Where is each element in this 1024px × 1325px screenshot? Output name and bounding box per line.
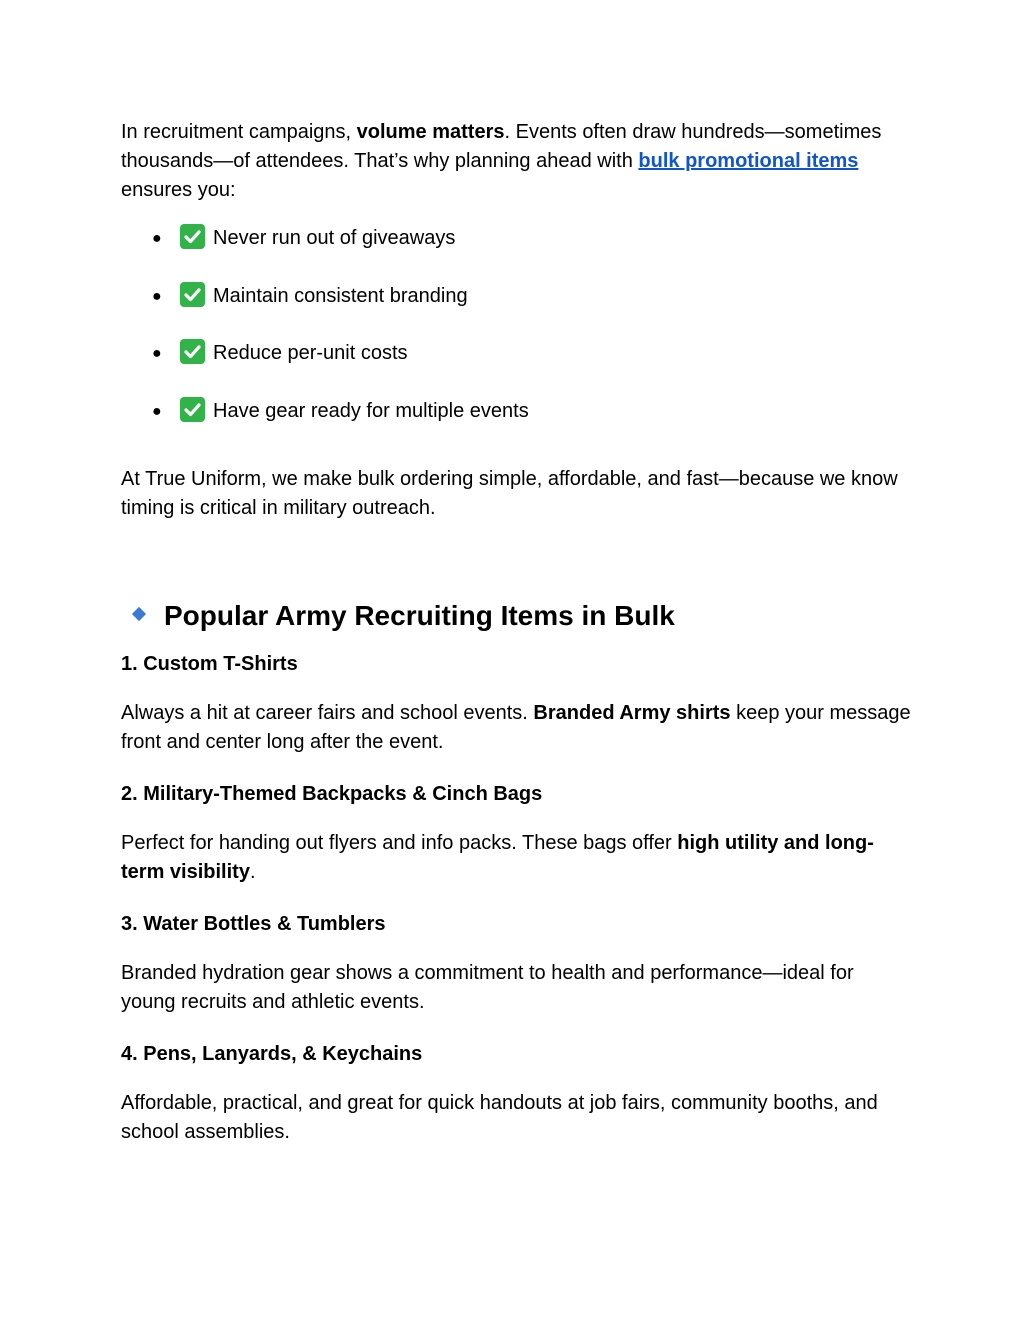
diamond-icon [132, 606, 146, 620]
item-heading-backpacks: 2. Military-Themed Backpacks & Cinch Bags [121, 782, 543, 805]
section-heading [121, 596, 911, 636]
item-heading-water-bottles: 3. Water Bottles & Tumblers [121, 912, 386, 935]
check-mark-icon [180, 224, 205, 249]
bullet-icon: ● [152, 402, 162, 420]
description-text: Branded hydration gear shows a commitment to health and performance—ideal for young recruits and athletic events. [121, 961, 854, 1013]
item-description-pens [121, 1089, 911, 1147]
check-mark-icon [180, 397, 205, 422]
item-heading-pens: 4. Pens, Lanyards, & Keychains [121, 1042, 423, 1065]
section-title: Popular Army Recruiting Items in Bulk [164, 599, 675, 631]
intro-emphasis: volume matters [356, 121, 505, 143]
description-text: . [249, 860, 256, 883]
check-mark-icon [180, 339, 205, 364]
benefit-text: Never run out of giveaways [213, 227, 456, 249]
about-paragraph: At True Uniform, we make bulk ordering simple, affordable, and fast—because we know timing is critical in military outreach. [121, 467, 898, 519]
item-description-water-bottles [121, 959, 911, 1017]
description-text: Perfect for handing out flyers and info packs. These bags offer [121, 831, 678, 854]
item-description-t-shirts [121, 699, 911, 757]
item-description-backpacks [121, 829, 911, 887]
list-item [121, 397, 911, 426]
bullet-icon: ● [152, 230, 162, 247]
list-item [121, 339, 911, 368]
item-heading-t-shirts: 1. Custom T-Shirts [121, 652, 298, 675]
check-mark-icon [180, 282, 205, 307]
description-text: keep your message front and center long after the event. [121, 701, 911, 753]
benefit-text: Have gear ready for multiple events [213, 399, 529, 422]
bulk-promotional-items-link[interactable]: bulk promotional items [638, 150, 859, 172]
document-page [121, 118, 911, 1147]
benefit-text: Reduce per-unit costs [213, 342, 408, 364]
description-emphasis: Branded Army shirts [533, 701, 731, 724]
intro-text-middle: . Events often draw hundreds—sometimes thousands—of attendees. That’s why planning ahead with [121, 121, 882, 172]
benefit-text: Maintain consistent branding [213, 284, 468, 307]
list-item [121, 224, 911, 253]
benefits-list [121, 224, 911, 426]
intro-text-start: In recruitment campaigns, [121, 121, 357, 143]
bullet-icon: ● [152, 287, 162, 305]
description-emphasis: high utility and long-term visibility [121, 831, 874, 883]
list-item [121, 282, 911, 311]
intro-text-end: ensures you: [121, 179, 236, 201]
bullet-icon: ● [152, 345, 162, 362]
description-text: Always a hit at career fairs and school events. [121, 701, 534, 724]
description-text: Affordable, practical, and great for quick handouts at job fairs, community booths, and school assemblies. [121, 1091, 878, 1143]
intro-paragraph [121, 118, 911, 205]
